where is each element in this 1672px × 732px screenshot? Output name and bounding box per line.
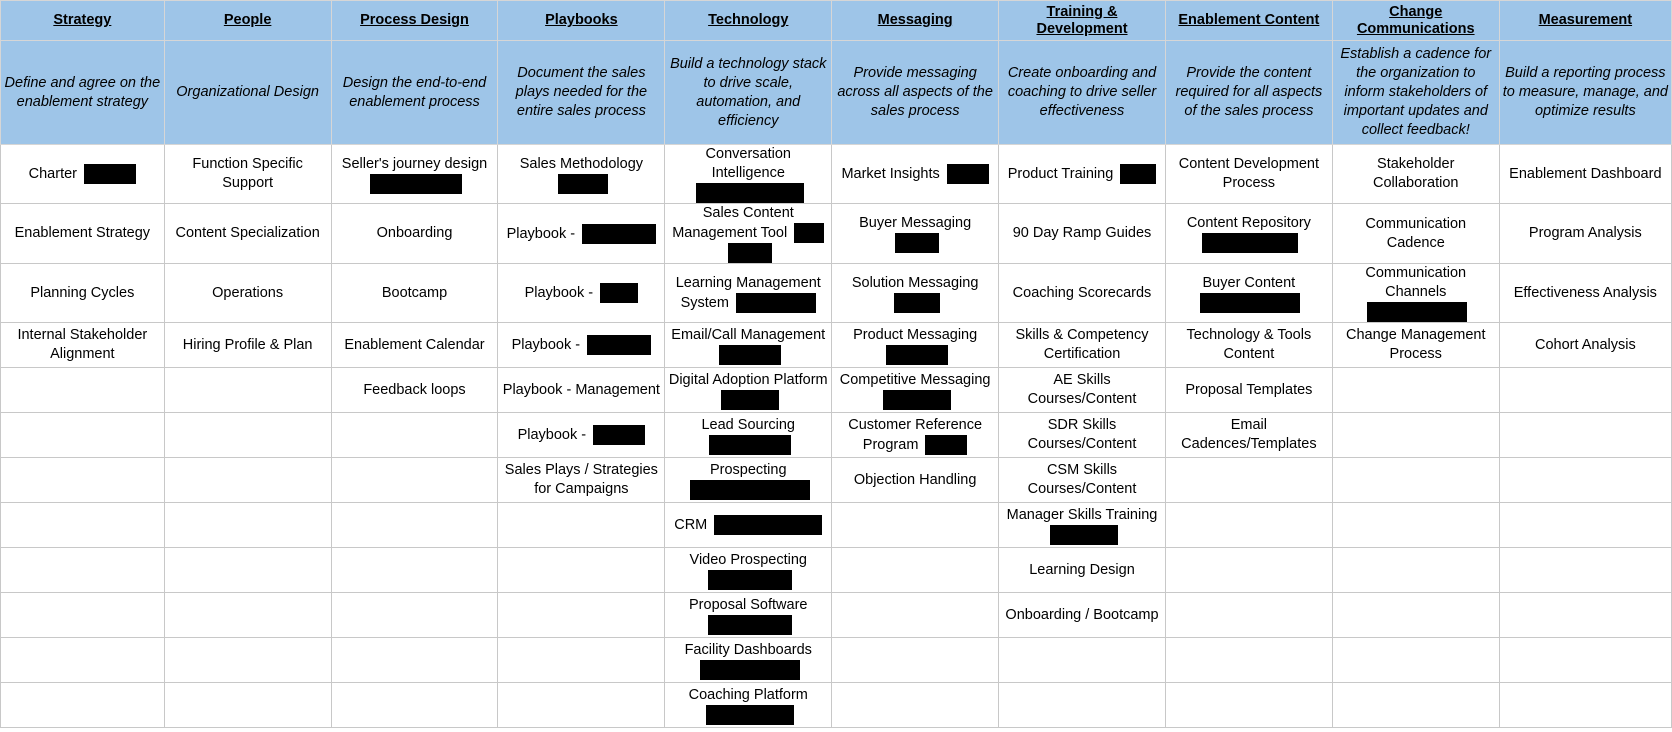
column-description[interactable]: Build a reporting process to measure, manage, and optimize results bbox=[1499, 41, 1671, 145]
cell-coaching-platform[interactable] bbox=[665, 683, 832, 728]
cell-text: Playbook - bbox=[506, 225, 576, 242]
cell-text: Email Cadences/Templates bbox=[1181, 417, 1317, 452]
empty-cell[interactable] bbox=[331, 458, 498, 503]
table-row bbox=[1, 458, 1672, 503]
cell-text: Enablement Strategy bbox=[14, 225, 151, 241]
cell-text: Onboarding / Bootcamp bbox=[1005, 606, 1159, 623]
empty-cell[interactable] bbox=[1332, 683, 1499, 728]
cell-learning-design[interactable] bbox=[999, 548, 1166, 593]
cell-onboarding-bootcamp[interactable] bbox=[999, 593, 1166, 638]
column-description[interactable]: Define and agree on the enablement strategy bbox=[1, 41, 165, 145]
table-row bbox=[1, 503, 1672, 548]
redaction-block bbox=[714, 515, 822, 535]
cell-internal-stakeholder-alignment[interactable] bbox=[1, 323, 165, 368]
empty-cell[interactable] bbox=[1332, 638, 1499, 683]
cell-sdr-skills-courses-content[interactable] bbox=[999, 413, 1166, 458]
redaction-block bbox=[1120, 164, 1156, 184]
cell-text: Enablement Calendar bbox=[344, 336, 485, 353]
redaction-block bbox=[736, 293, 816, 313]
redaction-block bbox=[709, 435, 791, 455]
cell-text: Change Management Process bbox=[1346, 327, 1486, 362]
cell-text: Coaching Platform bbox=[688, 686, 808, 703]
empty-cell[interactable] bbox=[164, 458, 331, 503]
column-header-change-communications[interactable]: Change Communications bbox=[1332, 1, 1499, 41]
empty-cell[interactable] bbox=[331, 683, 498, 728]
empty-cell[interactable] bbox=[498, 548, 665, 593]
column-header-messaging[interactable]: Messaging bbox=[832, 1, 999, 41]
table-row bbox=[1, 323, 1672, 368]
empty-cell[interactable] bbox=[832, 683, 999, 728]
empty-cell[interactable] bbox=[1499, 368, 1671, 413]
cell-text: AE Skills Courses/Content bbox=[1027, 372, 1137, 407]
cell-text: Skills & Competency Certification bbox=[1015, 327, 1149, 362]
redaction-block bbox=[600, 283, 638, 303]
cell-technology-and-tools-content[interactable] bbox=[1165, 323, 1332, 368]
redaction-block bbox=[708, 570, 792, 590]
empty-cell[interactable] bbox=[498, 638, 665, 683]
cell-onboarding[interactable] bbox=[331, 204, 498, 264]
column-description[interactable]: Build a technology stack to drive scale, automation, and efficiency bbox=[665, 41, 832, 145]
cell-playbook-management[interactable] bbox=[498, 368, 665, 413]
column-description[interactable]: Provide the content required for all aspects of the sales process bbox=[1165, 41, 1332, 145]
cell-text: Prospecting bbox=[709, 461, 787, 478]
cell-video-prospecting[interactable] bbox=[665, 548, 832, 593]
cell-communication-channels[interactable] bbox=[1332, 264, 1499, 323]
empty-cell[interactable] bbox=[164, 593, 331, 638]
empty-cell[interactable] bbox=[1, 593, 165, 638]
cell-text: Solution Messaging bbox=[851, 274, 979, 291]
empty-cell[interactable] bbox=[1499, 413, 1671, 458]
cell-text: Learning Management System bbox=[675, 274, 821, 311]
cell-text: SDR Skills Courses/Content bbox=[1027, 417, 1137, 452]
redaction-block bbox=[587, 335, 651, 355]
empty-cell[interactable] bbox=[1, 458, 165, 503]
table-row bbox=[1, 204, 1672, 264]
column-description[interactable]: Establish a cadence for the organization to inform stakeholders of important updates and collect feedback! bbox=[1332, 41, 1499, 145]
empty-cell[interactable] bbox=[1165, 593, 1332, 638]
cell-text: Onboarding bbox=[376, 225, 453, 241]
empty-cell[interactable] bbox=[331, 413, 498, 458]
redaction-block bbox=[794, 223, 824, 243]
cell-content-specialization[interactable] bbox=[164, 204, 331, 264]
column-header-technology[interactable]: Technology bbox=[665, 1, 832, 41]
cell-text: Playbook - Management bbox=[502, 381, 660, 398]
cell-content-development-process[interactable] bbox=[1165, 145, 1332, 204]
cell-text: Communication Channels bbox=[1365, 265, 1467, 300]
cell-text: Video Prospecting bbox=[689, 551, 807, 568]
cell-text: 90 Day Ramp Guides bbox=[1012, 225, 1152, 241]
redaction-block bbox=[84, 164, 136, 184]
column-header-measurement[interactable]: Measurement bbox=[1499, 1, 1671, 41]
cell-communication-cadence[interactable] bbox=[1332, 204, 1499, 264]
cell-text: Product Training bbox=[1007, 165, 1114, 182]
table-row bbox=[1, 413, 1672, 458]
redaction-block bbox=[370, 174, 462, 194]
table-row bbox=[1, 548, 1672, 593]
empty-cell[interactable] bbox=[164, 683, 331, 728]
cell-csm-skills-courses-content[interactable] bbox=[999, 458, 1166, 503]
column-header-enablement-content[interactable]: Enablement Content bbox=[1165, 1, 1332, 41]
cell-sales-content-management-tool[interactable] bbox=[665, 204, 832, 264]
cell-text: Facility Dashboards bbox=[684, 641, 812, 658]
column-header-people[interactable]: People bbox=[164, 1, 331, 41]
redaction-block bbox=[947, 164, 989, 184]
cell-text: Buyer Content bbox=[1202, 274, 1296, 291]
redaction-block bbox=[925, 435, 967, 455]
cell-text: Technology & Tools Content bbox=[1186, 327, 1312, 362]
column-description[interactable]: Provide messaging across all aspects of the sales process bbox=[832, 41, 999, 145]
redaction-block bbox=[895, 233, 939, 253]
redaction-block bbox=[690, 480, 810, 500]
cell-text: Product Messaging bbox=[853, 326, 978, 343]
cell-crm[interactable] bbox=[665, 503, 832, 548]
cell-playbook[interactable] bbox=[498, 413, 665, 458]
cell-text: Program Analysis bbox=[1528, 225, 1642, 241]
cell-objection-handling[interactable] bbox=[832, 458, 999, 503]
empty-cell[interactable] bbox=[1499, 683, 1671, 728]
empty-cell[interactable] bbox=[1, 548, 165, 593]
empty-cell[interactable] bbox=[1332, 503, 1499, 548]
redaction-block bbox=[886, 345, 948, 365]
empty-cell[interactable] bbox=[832, 548, 999, 593]
cell-text: Effectiveness Analysis bbox=[1513, 284, 1657, 301]
cell-prospecting[interactable] bbox=[665, 458, 832, 503]
empty-cell[interactable] bbox=[331, 593, 498, 638]
cell-sales-methodology[interactable] bbox=[498, 145, 665, 204]
redaction-block bbox=[696, 183, 804, 203]
cell-playbook[interactable] bbox=[498, 204, 665, 264]
cell-buyer-messaging[interactable] bbox=[832, 204, 999, 264]
cell-text: Sales Content Management Tool bbox=[672, 205, 794, 241]
empty-cell[interactable] bbox=[1, 683, 165, 728]
redaction-block bbox=[1367, 302, 1467, 322]
empty-cell[interactable] bbox=[331, 503, 498, 548]
cell-bootcamp[interactable] bbox=[331, 264, 498, 323]
cell-text: Function Specific Support bbox=[192, 156, 303, 191]
cell-text: Hiring Profile & Plan bbox=[182, 336, 313, 353]
cell-email-cadences-templates[interactable] bbox=[1165, 413, 1332, 458]
cell-text: Content Specialization bbox=[175, 225, 320, 241]
table-row bbox=[1, 145, 1672, 204]
cell-operations[interactable] bbox=[164, 264, 331, 323]
cell-product-training[interactable] bbox=[999, 145, 1166, 204]
cell-market-insights[interactable] bbox=[832, 145, 999, 204]
cell-text: Bootcamp bbox=[381, 284, 448, 301]
cell-text: Objection Handling bbox=[853, 471, 977, 488]
empty-cell[interactable] bbox=[331, 638, 498, 683]
cell-hiring-profile-and-plan[interactable] bbox=[164, 323, 331, 368]
empty-cell[interactable] bbox=[1332, 548, 1499, 593]
cell-text: Manager Skills Training bbox=[1006, 506, 1158, 523]
column-description[interactable]: Design the end-to-end enablement process bbox=[331, 41, 498, 145]
cell-feedback-loops[interactable] bbox=[331, 368, 498, 413]
empty-cell[interactable] bbox=[164, 503, 331, 548]
cell-learning-management-system[interactable] bbox=[665, 264, 832, 323]
empty-cell[interactable] bbox=[1165, 503, 1332, 548]
cell-function-specific-support[interactable] bbox=[164, 145, 331, 204]
empty-cell[interactable] bbox=[331, 548, 498, 593]
cell-text: Internal Stakeholder Alignment bbox=[17, 327, 148, 362]
empty-cell[interactable] bbox=[164, 368, 331, 413]
cell-text: Feedback loops bbox=[363, 381, 466, 398]
redaction-block bbox=[558, 174, 608, 194]
empty-cell[interactable] bbox=[832, 503, 999, 548]
table-row bbox=[1, 683, 1672, 728]
cell-text: Proposal Templates bbox=[1185, 381, 1313, 398]
redaction-block bbox=[721, 390, 779, 410]
cell-text: CSM Skills Courses/Content bbox=[1027, 462, 1137, 497]
cell-enablement-dashboard[interactable] bbox=[1499, 145, 1671, 204]
column-description[interactable]: Create onboarding and coaching to drive seller effectiveness bbox=[999, 41, 1166, 145]
cell-text: Seller's journey design bbox=[341, 155, 488, 172]
cell-text: Proposal Software bbox=[689, 596, 808, 613]
cell-manager-skills-training[interactable] bbox=[999, 503, 1166, 548]
cell-text: Cohort Analysis bbox=[1534, 336, 1636, 353]
cell-text: Playbook - bbox=[524, 284, 594, 301]
empty-cell[interactable] bbox=[1, 368, 165, 413]
redaction-block bbox=[708, 615, 792, 635]
cell-ae-skills-courses-content[interactable] bbox=[999, 368, 1166, 413]
empty-cell[interactable] bbox=[1332, 413, 1499, 458]
table-row bbox=[1, 368, 1672, 413]
cell-text: Coaching Scorecards bbox=[1012, 284, 1152, 301]
empty-cell[interactable] bbox=[1499, 548, 1671, 593]
empty-cell[interactable] bbox=[1165, 683, 1332, 728]
cell-text: Competitive Messaging bbox=[839, 371, 991, 388]
cell-coaching-scorecards[interactable] bbox=[999, 264, 1166, 323]
cell-cohort-analysis[interactable] bbox=[1499, 323, 1671, 368]
redaction-block bbox=[593, 425, 645, 445]
empty-cell[interactable] bbox=[1499, 638, 1671, 683]
redaction-block bbox=[728, 243, 772, 263]
cell-facility-dashboards[interactable] bbox=[665, 638, 832, 683]
empty-cell[interactable] bbox=[1332, 368, 1499, 413]
cell-email-call-management[interactable] bbox=[665, 323, 832, 368]
empty-cell[interactable] bbox=[164, 638, 331, 683]
cell-text: Stakeholder Collaboration bbox=[1373, 156, 1459, 191]
empty-cell[interactable] bbox=[1, 503, 165, 548]
cell-change-management-process[interactable] bbox=[1332, 323, 1499, 368]
cell-text: Planning Cycles bbox=[30, 284, 135, 301]
cell-text: CRM bbox=[674, 516, 708, 533]
redaction-block bbox=[1200, 293, 1300, 313]
cell-text: Operations bbox=[212, 284, 284, 301]
cell-solution-messaging[interactable] bbox=[832, 264, 999, 323]
cell-conversation-intelligence[interactable] bbox=[665, 145, 832, 204]
cell-digital-adoption-platform[interactable] bbox=[665, 368, 832, 413]
empty-cell[interactable] bbox=[1165, 548, 1332, 593]
empty-cell[interactable] bbox=[1332, 458, 1499, 503]
cell-proposal-templates[interactable] bbox=[1165, 368, 1332, 413]
cell-enablement-strategy[interactable] bbox=[1, 204, 165, 264]
cell-text: Communication Cadence bbox=[1365, 215, 1467, 251]
empty-cell[interactable] bbox=[999, 683, 1166, 728]
header-row bbox=[1, 1, 1672, 41]
cell-text: Content Development Process bbox=[1178, 156, 1319, 191]
cell-proposal-software[interactable] bbox=[665, 593, 832, 638]
column-header-process-design[interactable]: Process Design bbox=[331, 1, 498, 41]
empty-cell[interactable] bbox=[1332, 593, 1499, 638]
cell-text: Buyer Messaging bbox=[859, 215, 972, 231]
cell-playbook[interactable] bbox=[498, 323, 665, 368]
redaction-block bbox=[582, 224, 656, 244]
column-header-training-and-development[interactable]: Training & Development bbox=[999, 1, 1166, 41]
cell-text: Sales Methodology bbox=[519, 155, 644, 172]
empty-cell[interactable] bbox=[1499, 593, 1671, 638]
empty-cell[interactable] bbox=[832, 638, 999, 683]
redaction-block bbox=[706, 705, 794, 725]
redaction-block bbox=[700, 660, 800, 680]
cell-text: Enablement Dashboard bbox=[1509, 165, 1662, 182]
cell-text: Learning Design bbox=[1029, 561, 1135, 578]
table-row bbox=[1, 638, 1672, 683]
empty-cell[interactable] bbox=[498, 503, 665, 548]
cell-text: Lead Sourcing bbox=[701, 416, 795, 433]
cell-text: Charter bbox=[28, 165, 77, 182]
empty-cell[interactable] bbox=[164, 413, 331, 458]
redaction-block bbox=[1050, 525, 1118, 545]
cell-stakeholder-collaboration[interactable] bbox=[1332, 145, 1499, 204]
redaction-block bbox=[894, 293, 940, 313]
cell-text: Content Repository bbox=[1186, 215, 1311, 231]
empty-cell[interactable] bbox=[164, 548, 331, 593]
cell-product-messaging[interactable] bbox=[832, 323, 999, 368]
empty-cell[interactable] bbox=[498, 593, 665, 638]
empty-cell[interactable] bbox=[1499, 503, 1671, 548]
cell-effectiveness-analysis[interactable] bbox=[1499, 264, 1671, 323]
cell-text: Sales Plays / Strategies for Campaigns bbox=[504, 462, 658, 497]
cell-text: Playbook - bbox=[511, 336, 581, 353]
redaction-block bbox=[1202, 233, 1298, 253]
cell-text: Conversation Intelligence bbox=[705, 146, 791, 181]
cell-skills-and-competency-certification[interactable] bbox=[999, 323, 1166, 368]
column-description[interactable]: Document the sales plays needed for the entire sales process bbox=[498, 41, 665, 145]
description-row bbox=[1, 41, 1672, 145]
cell-customer-reference-program[interactable] bbox=[832, 413, 999, 458]
cell-enablement-calendar[interactable] bbox=[331, 323, 498, 368]
empty-cell[interactable] bbox=[498, 683, 665, 728]
cell-text: Market Insights bbox=[841, 165, 940, 182]
table-row bbox=[1, 593, 1672, 638]
cell-lead-sourcing[interactable] bbox=[665, 413, 832, 458]
empty-cell[interactable] bbox=[1, 413, 165, 458]
cell-text: Playbook - bbox=[517, 426, 587, 443]
cell-text: Customer Reference Program bbox=[848, 416, 983, 453]
cell-buyer-content[interactable] bbox=[1165, 264, 1332, 323]
table-row bbox=[1, 264, 1672, 323]
cell-text: Email/Call Management bbox=[671, 326, 826, 343]
cell-playbook[interactable] bbox=[498, 264, 665, 323]
cell-charter[interactable] bbox=[1, 145, 165, 204]
cell-text: Digital Adoption Platform bbox=[668, 371, 828, 388]
cell-seller-s-journey-design[interactable] bbox=[331, 145, 498, 204]
cell-90-day-ramp-guides[interactable] bbox=[999, 204, 1166, 264]
empty-cell[interactable] bbox=[1499, 458, 1671, 503]
cell-planning-cycles[interactable] bbox=[1, 264, 165, 323]
empty-cell[interactable] bbox=[1, 638, 165, 683]
cell-program-analysis[interactable] bbox=[1499, 204, 1671, 264]
redaction-block bbox=[883, 390, 951, 410]
cell-sales-plays-strategies-for-campaigns[interactable] bbox=[498, 458, 665, 503]
column-description[interactable]: Organizational Design bbox=[164, 41, 331, 145]
redaction-block bbox=[719, 345, 781, 365]
empty-cell[interactable] bbox=[999, 638, 1166, 683]
empty-cell[interactable] bbox=[1165, 638, 1332, 683]
column-header-strategy[interactable]: Strategy bbox=[1, 1, 165, 41]
cell-content-repository[interactable] bbox=[1165, 204, 1332, 264]
cell-competitive-messaging[interactable] bbox=[832, 368, 999, 413]
empty-cell[interactable] bbox=[1165, 458, 1332, 503]
empty-cell[interactable] bbox=[832, 593, 999, 638]
column-header-playbooks[interactable]: Playbooks bbox=[498, 1, 665, 41]
